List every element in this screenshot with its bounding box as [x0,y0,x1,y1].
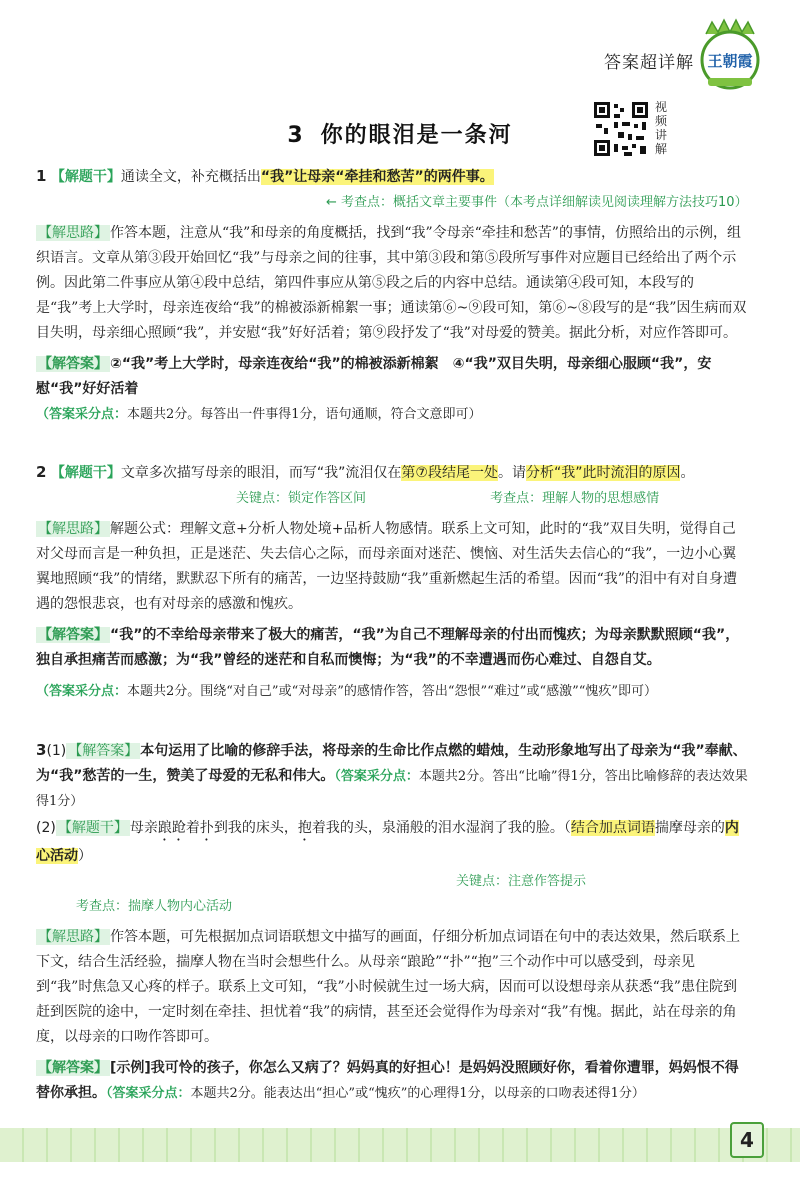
q1-answer-tag: 【解答案】 [38,356,108,372]
q2-answer-tag: 【解答案】 [38,627,108,643]
q2-answer-text: “我”的不幸给母亲带来了极大的痛苦，“我”为自己不理解母亲的付出而愧疚；为母亲默默照顾“我”，独自承担痛苦而感激；为“我”曾经的迷茫和自私而懊悔；为“我”的不幸遭遇而伤心难过、自怨自艾。 [36,627,740,668]
q3-stem-dotted-1: 踉跄 [157,820,186,836]
q1-path [36,221,748,346]
page-number: 4 [730,1122,764,1158]
q3-score-1-text: 本题共2分。答出“比喻”得1分，答出比喻修辞的表达效果得1分） [36,769,748,809]
q3-score-2-text: 本题共2分。能表达出“担心”或“愧疚”的心理得1分，以母亲的口吻表述得1分） [190,1086,645,1101]
q2-stem-text-b: 。请 [497,465,526,481]
q3-part-2-stem [36,816,748,869]
q2-path-tag: 【解思路】 [38,521,108,537]
q1-score-tag: （答案采分点： [36,407,128,422]
q3-note-1: 关键点：注意作答提示 [456,874,587,889]
title-text: 你的眼泪是一条河 [320,123,513,148]
q2-path-text: 解题公式：理解文意+分析人物处境+品析人物感情。联系上文可知，此时的“我”双目失明，觉得自己对父母而言是一种负担，正是迷茫、失去信心之际，而母亲面对迷茫、懊恼、对生活失去信心的“我”，一边小心翼翼地照顾“我”的情绪，默默忍下所有的痛苦，一边坚持鼓励“我”重新燃起生活的希望。因而“我”的泪中有对自身遭遇的怨恨悲哀，也有对母亲的感激和愧疚。 [36,521,737,612]
q1-stem-tag: 【解题干】 [50,169,121,185]
q2-score-text: 本题共2分。围绕“对自己”或“对母亲”的感情作答，答出“怨恨”“难过”或“感激”“愧疚”即可） [127,684,658,699]
q2-note-1: 关键点：锁定作答区间 [236,491,367,506]
q3-part-1-label: (1) [46,743,67,759]
question-2 [36,460,748,704]
q1-answer-text: ②“我”考上大学时，母亲连夜给“我”的棉被添新棉絮 ④“我”双目失明，母亲细心服顾“我”，安慰“我”好好活着 [36,356,712,397]
q2-number: 2 [36,463,47,481]
q1-path-text: 作答本题，注意从“我”和母亲的角度概括，找到“我”令母亲“牵挂和愁苦”的事情，仿照给出的示例，组织语言。文章从第③段开始回忆“我”与母亲之间的往事，其中第③段和第⑤段所写事件对应题目已经给出了两个示例。因此第二件事应从第④段中总结，第四件事应从第⑤段之后的内容中总结。通读第④段可知，本段写的是“我”考上大学时，母亲连夜给“我”的棉被添新棉絮一事；通读第⑥~⑨段可知，第⑥~⑧段写的是“我”因生病而双目失明，母亲细心照顾“我”，并安慰“我”好好活着；第⑨段抒发了“我”对母爱的赞美。据此分析，对应作答即可。 [36,225,747,341]
q1-answer [36,352,748,402]
q2-stem-tag: 【解题干】 [50,465,121,481]
page-title [0,118,800,149]
q3-stem-text-b: 着 [185,820,200,836]
qr-code-icon[interactable] [592,100,650,158]
q1-note-text: 考查点：概括文章主要事件（本考点详细解读见阅读理解方法技巧10） [341,195,748,210]
q1-score [36,402,748,427]
question-1 [36,164,748,427]
q3-stem-highlight-1: 结合加点词语 [570,820,655,836]
q2-stem-text-a: 文章多次描写母亲的眼泪，而写“我”流泪仅在 [120,465,402,481]
question-3 [36,738,748,1106]
q2-path [36,517,748,617]
q3-path [36,925,748,1050]
header-label: 答案超详解 [604,53,694,73]
q3-stem-text-c: 到我的床头， [213,820,298,836]
q2-stem-text-c: 。 [680,465,695,481]
q3-stem-highlight-2: 内心活动 [36,820,739,864]
q3-stem-tag: 【解题干】 [57,820,128,836]
q3-part-2-label: (2) [36,820,56,836]
brand-logo-icon [692,16,768,96]
qr-label: 视频讲解 [655,100,668,156]
q1-path-tag: 【解思路】 [38,225,108,241]
q2-score-tag: （答案采分点： [36,684,128,699]
q3-score-1-tag: （答案采分点： [334,769,419,784]
q3-path-text: 作答本题，可先根据加点词语联想文中描写的画面，仔细分析加点词语在句中的表达效果，然后联系上下文，结合生活经验，揣摩人物在当时会想些什么。从母亲“踉跄”“扑”“抱”三个动作中可以感受到，母亲见到“我”时焦急又心疼的样子。联系上文可知，“我”小时候就生过一场大病，因而可以设想母亲从获悉“我”患住院到赶到医院的途中，一定时刻在牵挂、担忧着“我”的病情，甚至还会觉得作为母亲对“我”有愧。据此，站在母亲的角度，以母亲的口吻作答即可。 [36,929,740,1045]
q1-number: 1 [36,167,47,185]
q2-note-2: 考查点：理解人物的思想感情 [490,491,660,506]
q2-stem-highlight-1: 第⑦段结尾一处 [401,465,498,481]
q1-stem [36,164,748,190]
q3-note-2: 考查点：揣摩人物内心活动 [76,899,233,914]
q2-stem [36,460,748,486]
q3-stem-text-e: 着我的头，泉涌般的泪水湿润了我的脸。（ [311,820,571,836]
q3-notes [36,869,748,894]
q3-answer-2 [36,1056,748,1106]
q2-stem-highlight-2: 分析“我”此时流泪的原因 [525,465,681,481]
q3-answer-1-tag: 【解答案】 [68,743,139,759]
q2-answer [36,623,748,673]
q3-notes-2 [36,894,748,919]
q3-stem-text-a: 母亲 [129,820,158,836]
svg-text:王朝霞: 王朝霞 [707,52,753,70]
q2-score [36,679,748,704]
q3-stem-text-f: 揣摩母亲的 [654,820,725,836]
q2-notes [36,486,748,511]
q3-answer-1-text: 本句运用了比喻的修辞手法，将母亲的生命比作点燃的蜡烛，生动形象地写出了母亲为“我”奉献、为“我”愁苦的一生，赞美了母爱的无私和伟大。 [36,743,747,784]
q1-stem-highlight: “我”让母亲“牵挂和愁苦”的两件事。 [260,169,494,185]
q3-stem-dotted-2: 扑 [199,820,214,836]
footer-strip [0,1128,800,1162]
q1-score-text: 本题共2分。每答出一件事得1分，语句通顺，符合文意即可） [127,407,482,422]
q3-part-1 [36,738,748,814]
q3-stem-text-g: ） [78,848,92,864]
q3-stem-dotted-3: 抱 [297,820,312,836]
q3-number: 3 [36,741,47,759]
title-number: 3 [287,123,305,148]
q3-path-tag: 【解思路】 [38,929,108,945]
q1-note: ← 考查点：概括文章主要事件（本考点详细解读见阅读理解方法技巧10） [326,195,748,210]
q3-score-2-tag: （答案采分点： [106,1086,191,1101]
q3-answer-2-tag: 【解答案】 [38,1060,108,1076]
q3-answer-2-text: [示例]我可怜的孩子，你怎么又病了？妈妈真的好担心！是妈妈没照顾好你，看着你遭罪，妈妈恨不得替你承担。 [36,1060,739,1101]
q1-stem-text: 通读全文，补充概括出 [120,169,261,185]
